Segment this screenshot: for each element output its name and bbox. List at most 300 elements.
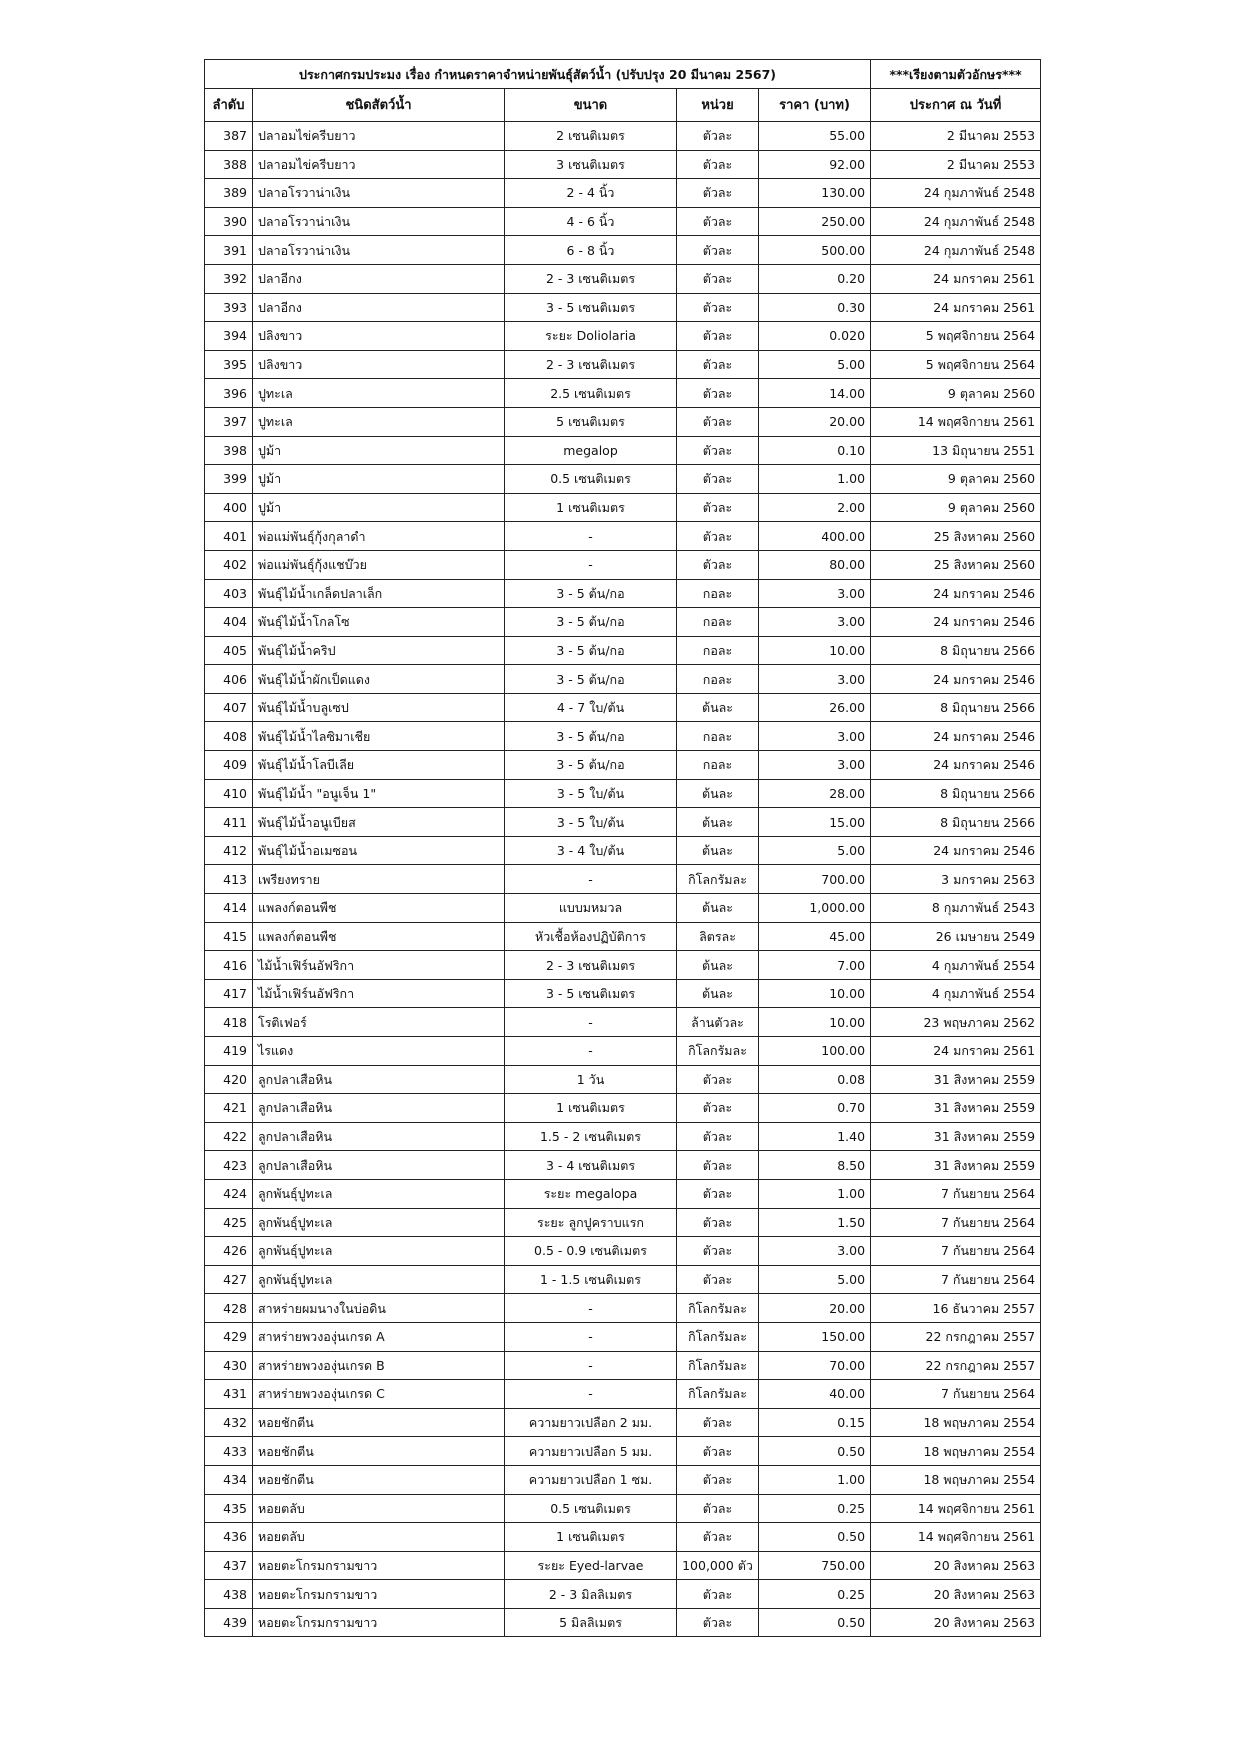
species-name: ลูกพันธุ์ปูทะเล bbox=[253, 1179, 505, 1208]
species-name: ปลาอมไข่ครีบยาว bbox=[253, 122, 505, 151]
unit-cell: กิโลกรัมละ bbox=[677, 1380, 759, 1409]
date-cell: 26 เมษายน 2549 bbox=[871, 922, 1041, 951]
row-index: 403 bbox=[205, 579, 253, 608]
price-cell: 10.00 bbox=[759, 1008, 871, 1037]
size-cell: megalop bbox=[505, 436, 677, 465]
table-row bbox=[205, 1294, 1041, 1323]
column-header-row bbox=[205, 89, 1041, 122]
unit-cell: ตัวละ bbox=[677, 1237, 759, 1266]
table-row bbox=[205, 1523, 1041, 1552]
table-row bbox=[205, 579, 1041, 608]
size-cell: ระยะ megalopa bbox=[505, 1179, 677, 1208]
price-cell: 500.00 bbox=[759, 236, 871, 265]
table-row bbox=[205, 1065, 1041, 1094]
date-cell: 20 สิงหาคม 2563 bbox=[871, 1580, 1041, 1609]
row-index: 419 bbox=[205, 1037, 253, 1066]
unit-cell: ตัวละ bbox=[677, 493, 759, 522]
row-index: 412 bbox=[205, 836, 253, 865]
unit-cell: ตัวละ bbox=[677, 1408, 759, 1437]
table-row bbox=[205, 436, 1041, 465]
date-cell: 31 สิงหาคม 2559 bbox=[871, 1094, 1041, 1123]
date-cell: 8 มิถุนายน 2566 bbox=[871, 693, 1041, 722]
species-name: ลูกพันธุ์ปูทะเล bbox=[253, 1265, 505, 1294]
price-cell: 0.50 bbox=[759, 1523, 871, 1552]
date-cell: 7 กันยายน 2564 bbox=[871, 1380, 1041, 1409]
price-cell: 55.00 bbox=[759, 122, 871, 151]
price-cell: 45.00 bbox=[759, 922, 871, 951]
date-cell: 14 พฤศจิกายน 2561 bbox=[871, 1523, 1041, 1552]
col-header-price: ราคา (บาท) bbox=[759, 89, 871, 122]
row-index: 387 bbox=[205, 122, 253, 151]
species-name: โรติเฟอร์ bbox=[253, 1008, 505, 1037]
species-name: หอยตะโกรมกรามขาว bbox=[253, 1551, 505, 1580]
species-name: ไม้น้ำเฟิร์นอัฟริกา bbox=[253, 951, 505, 980]
date-cell: 7 กันยายน 2564 bbox=[871, 1179, 1041, 1208]
species-name: สาหร่ายพวงองุ่นเกรด A bbox=[253, 1322, 505, 1351]
size-cell: 3 - 5 ใบ/ต้น bbox=[505, 808, 677, 837]
row-index: 397 bbox=[205, 407, 253, 436]
date-cell: 8 มิถุนายน 2566 bbox=[871, 636, 1041, 665]
species-name: หอยชักตีน bbox=[253, 1465, 505, 1494]
row-index: 409 bbox=[205, 751, 253, 780]
row-index: 402 bbox=[205, 550, 253, 579]
species-name: ลูกปลาเสือหิน bbox=[253, 1065, 505, 1094]
species-name: ไม้น้ำเฟิร์นอัฟริกา bbox=[253, 979, 505, 1008]
table-row bbox=[205, 1037, 1041, 1066]
table-row bbox=[205, 322, 1041, 351]
row-index: 394 bbox=[205, 322, 253, 351]
date-cell: 22 กรกฎาคม 2557 bbox=[871, 1322, 1041, 1351]
unit-cell: กอละ bbox=[677, 608, 759, 637]
price-cell: 1,000.00 bbox=[759, 894, 871, 923]
table-row bbox=[205, 1094, 1041, 1123]
species-name: ปลาอีกง bbox=[253, 264, 505, 293]
size-cell: 4 - 6 นิ้ว bbox=[505, 207, 677, 236]
table-row bbox=[205, 836, 1041, 865]
price-cell: 15.00 bbox=[759, 808, 871, 837]
table-row bbox=[205, 608, 1041, 637]
species-name: ปูม้า bbox=[253, 493, 505, 522]
unit-cell: กิโลกรัมละ bbox=[677, 1294, 759, 1323]
unit-cell: ตัวละ bbox=[677, 1094, 759, 1123]
unit-cell: ตัวละ bbox=[677, 350, 759, 379]
table-row bbox=[205, 1008, 1041, 1037]
price-cell: 3.00 bbox=[759, 751, 871, 780]
unit-cell: ตัวละ bbox=[677, 322, 759, 351]
row-index: 400 bbox=[205, 493, 253, 522]
price-cell: 130.00 bbox=[759, 179, 871, 208]
size-cell: 2 - 3 เซนติเมตร bbox=[505, 264, 677, 293]
date-cell: 22 กรกฎาคม 2557 bbox=[871, 1351, 1041, 1380]
unit-cell: ตัวละ bbox=[677, 1179, 759, 1208]
date-cell: 24 มกราคม 2546 bbox=[871, 751, 1041, 780]
row-index: 404 bbox=[205, 608, 253, 637]
unit-cell: กิโลกรัมละ bbox=[677, 865, 759, 894]
size-cell: - bbox=[505, 550, 677, 579]
size-cell: แบบมหมวล bbox=[505, 894, 677, 923]
unit-cell: 100,000 ตัว bbox=[677, 1551, 759, 1580]
unit-cell: ตัวละ bbox=[677, 1265, 759, 1294]
row-index: 406 bbox=[205, 665, 253, 694]
table-row bbox=[205, 122, 1041, 151]
species-name: แพลงก์ตอนพืช bbox=[253, 922, 505, 951]
species-name: สาหร่ายผมนางในบ่อดิน bbox=[253, 1294, 505, 1323]
row-index: 390 bbox=[205, 207, 253, 236]
price-cell: 150.00 bbox=[759, 1322, 871, 1351]
date-cell: 24 มกราคม 2561 bbox=[871, 293, 1041, 322]
row-index: 393 bbox=[205, 293, 253, 322]
table-row bbox=[205, 665, 1041, 694]
price-cell: 0.30 bbox=[759, 293, 871, 322]
species-name: หอยชักตีน bbox=[253, 1437, 505, 1466]
species-name: แพลงก์ตอนพืช bbox=[253, 894, 505, 923]
unit-cell: ตัวละ bbox=[677, 293, 759, 322]
species-name: ปูม้า bbox=[253, 465, 505, 494]
date-cell: 7 กันยายน 2564 bbox=[871, 1265, 1041, 1294]
date-cell: 16 ธันวาคม 2557 bbox=[871, 1294, 1041, 1323]
date-cell: 24 มกราคม 2546 bbox=[871, 836, 1041, 865]
species-name: หอยชักตีน bbox=[253, 1408, 505, 1437]
unit-cell: กิโลกรัมละ bbox=[677, 1322, 759, 1351]
date-cell: 24 มกราคม 2546 bbox=[871, 608, 1041, 637]
size-cell: - bbox=[505, 1380, 677, 1409]
table-row bbox=[205, 264, 1041, 293]
date-cell: 24 มกราคม 2546 bbox=[871, 665, 1041, 694]
row-index: 414 bbox=[205, 894, 253, 923]
table-row bbox=[205, 522, 1041, 551]
price-cell: 80.00 bbox=[759, 550, 871, 579]
row-index: 399 bbox=[205, 465, 253, 494]
table-row bbox=[205, 150, 1041, 179]
size-cell: 6 - 8 นิ้ว bbox=[505, 236, 677, 265]
price-cell: 250.00 bbox=[759, 207, 871, 236]
sort-note: ***เรียงตามตัวอักษร*** bbox=[871, 60, 1041, 89]
species-name: ไรแดง bbox=[253, 1037, 505, 1066]
table-row bbox=[205, 979, 1041, 1008]
row-index: 418 bbox=[205, 1008, 253, 1037]
table-row bbox=[205, 1179, 1041, 1208]
unit-cell: ตัวละ bbox=[677, 1608, 759, 1637]
size-cell: - bbox=[505, 1351, 677, 1380]
date-cell: 24 มกราคม 2561 bbox=[871, 264, 1041, 293]
size-cell: 3 - 5 ต้น/กอ bbox=[505, 751, 677, 780]
row-index: 415 bbox=[205, 922, 253, 951]
table-row bbox=[205, 407, 1041, 436]
species-name: พันธุ์ไม้น้ำผักเป็ดแดง bbox=[253, 665, 505, 694]
size-cell: 5 มิลลิเมตร bbox=[505, 1608, 677, 1637]
size-cell: 0.5 - 0.9 เซนติเมตร bbox=[505, 1237, 677, 1266]
row-index: 426 bbox=[205, 1237, 253, 1266]
species-name: เพรียงทราย bbox=[253, 865, 505, 894]
unit-cell: ตัวละ bbox=[677, 150, 759, 179]
row-index: 392 bbox=[205, 264, 253, 293]
row-index: 389 bbox=[205, 179, 253, 208]
unit-cell: ต้นละ bbox=[677, 894, 759, 923]
price-cell: 750.00 bbox=[759, 1551, 871, 1580]
price-cell: 3.00 bbox=[759, 722, 871, 751]
species-name: ปูทะเล bbox=[253, 379, 505, 408]
size-cell: 3 - 5 ต้น/กอ bbox=[505, 636, 677, 665]
date-cell: 14 พฤศจิกายน 2561 bbox=[871, 1494, 1041, 1523]
size-cell: - bbox=[505, 1008, 677, 1037]
date-cell: 9 ตุลาคม 2560 bbox=[871, 493, 1041, 522]
price-cell: 0.50 bbox=[759, 1608, 871, 1637]
unit-cell: ต้นละ bbox=[677, 951, 759, 980]
table-row bbox=[205, 465, 1041, 494]
unit-cell: ต้นละ bbox=[677, 693, 759, 722]
table-row bbox=[205, 1151, 1041, 1180]
date-cell: 2 มีนาคม 2553 bbox=[871, 122, 1041, 151]
table-row bbox=[205, 951, 1041, 980]
species-name: ปลาอีกง bbox=[253, 293, 505, 322]
size-cell: ความยาวเปลือก 1 ซม. bbox=[505, 1465, 677, 1494]
row-index: 410 bbox=[205, 779, 253, 808]
species-name: สาหร่ายพวงองุ่นเกรด B bbox=[253, 1351, 505, 1380]
unit-cell: ตัวละ bbox=[677, 122, 759, 151]
date-cell: 24 กุมภาพันธ์ 2548 bbox=[871, 179, 1041, 208]
size-cell: 0.5 เซนติเมตร bbox=[505, 1494, 677, 1523]
row-index: 424 bbox=[205, 1179, 253, 1208]
date-cell: 14 พฤศจิกายน 2561 bbox=[871, 407, 1041, 436]
size-cell: - bbox=[505, 1322, 677, 1351]
date-cell: 20 สิงหาคม 2563 bbox=[871, 1608, 1041, 1637]
table-row bbox=[205, 236, 1041, 265]
price-cell: 0.20 bbox=[759, 264, 871, 293]
table-row bbox=[205, 1208, 1041, 1237]
size-cell: 2 - 3 เซนติเมตร bbox=[505, 350, 677, 379]
unit-cell: ตัวละ bbox=[677, 1494, 759, 1523]
unit-cell: ตัวละ bbox=[677, 1208, 759, 1237]
date-cell: 24 มกราคม 2546 bbox=[871, 579, 1041, 608]
row-index: 417 bbox=[205, 979, 253, 1008]
table-row bbox=[205, 693, 1041, 722]
unit-cell: ตัวละ bbox=[677, 550, 759, 579]
price-cell: 3.00 bbox=[759, 579, 871, 608]
table-row bbox=[205, 1237, 1041, 1266]
col-header-species: ชนิดสัตว์น้ำ bbox=[253, 89, 505, 122]
species-name: พันธุ์ไม้น้ำเกล็ดปลาเล็ก bbox=[253, 579, 505, 608]
species-name: ปลิงขาว bbox=[253, 322, 505, 351]
species-name: ลูกพันธุ์ปูทะเล bbox=[253, 1208, 505, 1237]
date-cell: 9 ตุลาคม 2560 bbox=[871, 465, 1041, 494]
species-name: ลูกปลาเสือหิน bbox=[253, 1122, 505, 1151]
unit-cell: กอละ bbox=[677, 665, 759, 694]
date-cell: 25 สิงหาคม 2560 bbox=[871, 522, 1041, 551]
unit-cell: ต้นละ bbox=[677, 808, 759, 837]
price-cell: 1.50 bbox=[759, 1208, 871, 1237]
price-cell: 100.00 bbox=[759, 1037, 871, 1066]
row-index: 436 bbox=[205, 1523, 253, 1552]
unit-cell: ตัวละ bbox=[677, 1151, 759, 1180]
unit-cell: ตัวละ bbox=[677, 1465, 759, 1494]
species-name: ปลาอมไข่ครีบยาว bbox=[253, 150, 505, 179]
species-name: ลูกพันธุ์ปูทะเล bbox=[253, 1237, 505, 1266]
price-cell: 14.00 bbox=[759, 379, 871, 408]
size-cell: 1 เซนติเมตร bbox=[505, 1523, 677, 1552]
unit-cell: ลิตรละ bbox=[677, 922, 759, 951]
unit-cell: ตัวละ bbox=[677, 207, 759, 236]
price-cell: 10.00 bbox=[759, 979, 871, 1008]
date-cell: 24 กุมภาพันธ์ 2548 bbox=[871, 207, 1041, 236]
date-cell: 23 พฤษภาคม 2562 bbox=[871, 1008, 1041, 1037]
row-index: 408 bbox=[205, 722, 253, 751]
size-cell: 2 เซนติเมตร bbox=[505, 122, 677, 151]
size-cell: - bbox=[505, 865, 677, 894]
price-cell: 3.00 bbox=[759, 1237, 871, 1266]
species-name: พันธุ์ไม้น้ำไลซิมาเชีย bbox=[253, 722, 505, 751]
price-cell: 1.00 bbox=[759, 465, 871, 494]
table-row bbox=[205, 550, 1041, 579]
species-name: ปลาอโรวาน่าเงิน bbox=[253, 236, 505, 265]
date-cell: 20 สิงหาคม 2563 bbox=[871, 1551, 1041, 1580]
unit-cell: ต้นละ bbox=[677, 979, 759, 1008]
species-name: พ่อแม่พันธุ์กุ้งแชบ๊วย bbox=[253, 550, 505, 579]
unit-cell: ตัวละ bbox=[677, 1122, 759, 1151]
species-name: ปูม้า bbox=[253, 436, 505, 465]
date-cell: 31 สิงหาคม 2559 bbox=[871, 1122, 1041, 1151]
price-cell: 400.00 bbox=[759, 522, 871, 551]
date-cell: 24 มกราคม 2561 bbox=[871, 1037, 1041, 1066]
size-cell: 2 - 3 มิลลิเมตร bbox=[505, 1580, 677, 1609]
row-index: 429 bbox=[205, 1322, 253, 1351]
table-row bbox=[205, 1122, 1041, 1151]
unit-cell: ตัวละ bbox=[677, 236, 759, 265]
date-cell: 7 กันยายน 2564 bbox=[871, 1208, 1041, 1237]
row-index: 396 bbox=[205, 379, 253, 408]
date-cell: 7 กันยายน 2564 bbox=[871, 1237, 1041, 1266]
table-row bbox=[205, 1437, 1041, 1466]
size-cell: - bbox=[505, 1037, 677, 1066]
species-name: พันธุ์ไม้น้ำโลบีเลีย bbox=[253, 751, 505, 780]
price-cell: 1.40 bbox=[759, 1122, 871, 1151]
unit-cell: ตัวละ bbox=[677, 1437, 759, 1466]
title-row bbox=[205, 60, 1041, 89]
row-index: 435 bbox=[205, 1494, 253, 1523]
species-name: พันธุ์ไม้น้ำอนูเบียส bbox=[253, 808, 505, 837]
price-cell: 0.25 bbox=[759, 1494, 871, 1523]
price-cell: 7.00 bbox=[759, 951, 871, 980]
row-index: 405 bbox=[205, 636, 253, 665]
size-cell: ความยาวเปลือก 2 มม. bbox=[505, 1408, 677, 1437]
unit-cell: ต้นละ bbox=[677, 779, 759, 808]
price-cell: 3.00 bbox=[759, 665, 871, 694]
size-cell: - bbox=[505, 1294, 677, 1323]
table-row bbox=[205, 1322, 1041, 1351]
row-index: 428 bbox=[205, 1294, 253, 1323]
species-name: พันธุ์ไม้น้ำ "อนูเจ็น 1" bbox=[253, 779, 505, 808]
table-row bbox=[205, 1380, 1041, 1409]
species-name: พันธุ์ไม้น้ำโกลโซ bbox=[253, 608, 505, 637]
unit-cell: กอละ bbox=[677, 751, 759, 780]
row-index: 422 bbox=[205, 1122, 253, 1151]
row-index: 430 bbox=[205, 1351, 253, 1380]
price-cell: 8.50 bbox=[759, 1151, 871, 1180]
unit-cell: ตัวละ bbox=[677, 264, 759, 293]
unit-cell: ตัวละ bbox=[677, 1065, 759, 1094]
price-cell: 5.00 bbox=[759, 836, 871, 865]
price-cell: 70.00 bbox=[759, 1351, 871, 1380]
date-cell: 13 มิถุนายน 2551 bbox=[871, 436, 1041, 465]
date-cell: 18 พฤษภาคม 2554 bbox=[871, 1465, 1041, 1494]
size-cell: 3 - 5 ต้น/กอ bbox=[505, 608, 677, 637]
size-cell: 3 - 4 ใบ/ต้น bbox=[505, 836, 677, 865]
row-index: 411 bbox=[205, 808, 253, 837]
row-index: 423 bbox=[205, 1151, 253, 1180]
size-cell: ระยะ ลูกปูคราบแรก bbox=[505, 1208, 677, 1237]
unit-cell: ตัวละ bbox=[677, 465, 759, 494]
size-cell: 1 - 1.5 เซนติเมตร bbox=[505, 1265, 677, 1294]
size-cell: 2 - 3 เซนติเมตร bbox=[505, 951, 677, 980]
unit-cell: ตัวละ bbox=[677, 1580, 759, 1609]
size-cell: 3 - 5 เซนติเมตร bbox=[505, 979, 677, 1008]
size-cell: ระยะ Doliolaria bbox=[505, 322, 677, 351]
unit-cell: ตัวละ bbox=[677, 436, 759, 465]
price-cell: 1.00 bbox=[759, 1179, 871, 1208]
price-cell: 20.00 bbox=[759, 1294, 871, 1323]
date-cell: 8 มิถุนายน 2566 bbox=[871, 779, 1041, 808]
size-cell: 3 - 4 เซนติเมตร bbox=[505, 1151, 677, 1180]
unit-cell: ตัวละ bbox=[677, 379, 759, 408]
price-cell: 0.25 bbox=[759, 1580, 871, 1609]
date-cell: 24 กุมภาพันธ์ 2548 bbox=[871, 236, 1041, 265]
price-cell: 3.00 bbox=[759, 608, 871, 637]
date-cell: 8 มิถุนายน 2566 bbox=[871, 808, 1041, 837]
table-row bbox=[205, 922, 1041, 951]
species-name: หอยตะโกรมกรามขาว bbox=[253, 1580, 505, 1609]
species-name: ปลิงขาว bbox=[253, 350, 505, 379]
row-index: 434 bbox=[205, 1465, 253, 1494]
price-cell: 700.00 bbox=[759, 865, 871, 894]
row-index: 388 bbox=[205, 150, 253, 179]
unit-cell: กิโลกรัมละ bbox=[677, 1037, 759, 1066]
species-name: พันธุ์ไม้น้ำอเมซอน bbox=[253, 836, 505, 865]
unit-cell: ต้นละ bbox=[677, 836, 759, 865]
price-cell: 0.15 bbox=[759, 1408, 871, 1437]
table-row bbox=[205, 493, 1041, 522]
col-header-unit: หน่วย bbox=[677, 89, 759, 122]
table-row bbox=[205, 1465, 1041, 1494]
row-index: 421 bbox=[205, 1094, 253, 1123]
price-cell: 40.00 bbox=[759, 1380, 871, 1409]
price-cell: 0.08 bbox=[759, 1065, 871, 1094]
unit-cell: ตัวละ bbox=[677, 522, 759, 551]
col-header-size: ขนาด bbox=[505, 89, 677, 122]
table-row bbox=[205, 350, 1041, 379]
table-row bbox=[205, 1408, 1041, 1437]
size-cell: 1 เซนติเมตร bbox=[505, 1094, 677, 1123]
size-cell: 1.5 - 2 เซนติเมตร bbox=[505, 1122, 677, 1151]
date-cell: 18 พฤษภาคม 2554 bbox=[871, 1437, 1041, 1466]
table-row bbox=[205, 894, 1041, 923]
date-cell: 31 สิงหาคม 2559 bbox=[871, 1065, 1041, 1094]
species-name: สาหร่ายพวงองุ่นเกรด C bbox=[253, 1380, 505, 1409]
species-name: ลูกปลาเสือหิน bbox=[253, 1094, 505, 1123]
table-row bbox=[205, 379, 1041, 408]
species-name: พ่อแม่พันธุ์กุ้งกุลาดำ bbox=[253, 522, 505, 551]
species-name: หอยตลับ bbox=[253, 1523, 505, 1552]
row-index: 438 bbox=[205, 1580, 253, 1609]
unit-cell: กอละ bbox=[677, 636, 759, 665]
table-row bbox=[205, 808, 1041, 837]
document-title: ประกาศกรมประมง เรื่อง กำหนดราคาจำหน่ายพันธุ์สัตว์น้ำ (ปรับปรุง 20 มีนาคม 2567) bbox=[205, 60, 871, 89]
species-name: พันธุ์ไม้น้ำบลูเซป bbox=[253, 693, 505, 722]
row-index: 398 bbox=[205, 436, 253, 465]
table-row bbox=[205, 207, 1041, 236]
date-cell: 31 สิงหาคม 2559 bbox=[871, 1151, 1041, 1180]
unit-cell: ตัวละ bbox=[677, 407, 759, 436]
date-cell: 9 ตุลาคม 2560 bbox=[871, 379, 1041, 408]
size-cell: ความยาวเปลือก 5 มม. bbox=[505, 1437, 677, 1466]
